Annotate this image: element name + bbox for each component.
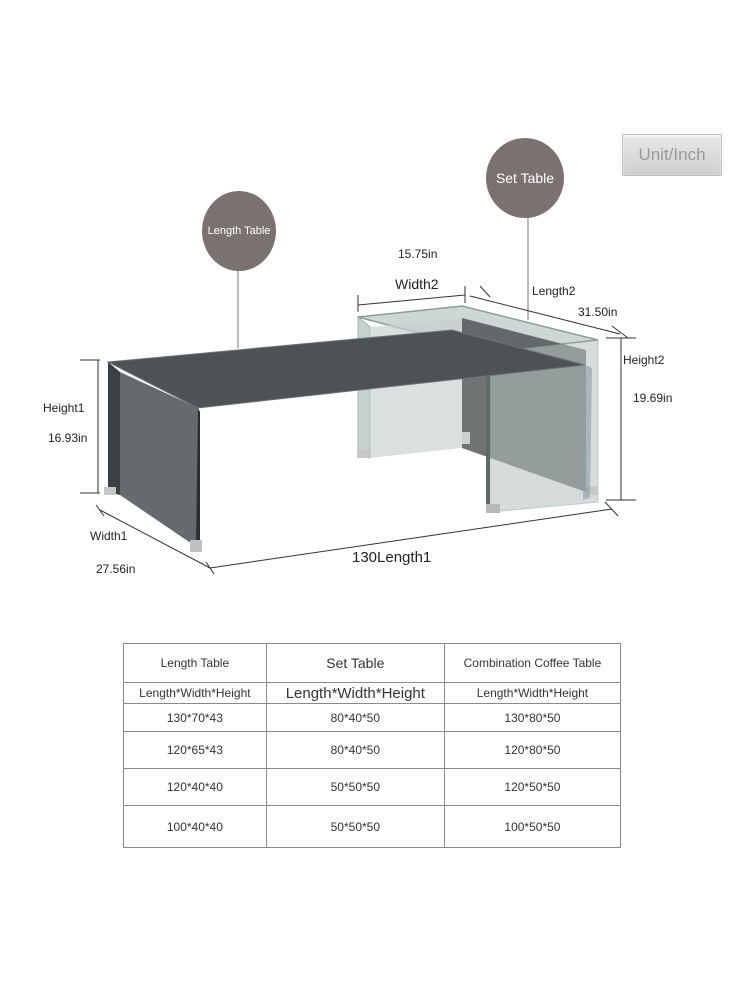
table-cell: 120*65*43: [124, 732, 267, 769]
subheader-set-table: Length*Width*Height: [266, 683, 444, 704]
height1-value: 16.93in: [48, 431, 88, 445]
width2-label: Width2: [395, 276, 439, 292]
table-cell: 100*50*50: [444, 806, 620, 848]
width1-value: 27.56in: [96, 562, 136, 576]
table-cell: 100*40*40: [124, 806, 267, 848]
length1-label: 130Length1: [352, 549, 432, 566]
table-cell: 120*40*40: [124, 769, 267, 806]
unit-badge: Unit/Inch: [622, 134, 722, 176]
table-cell: 120*50*50: [444, 769, 620, 806]
table-row: [124, 806, 621, 848]
size-table: [123, 643, 621, 848]
table-cell: 130*80*50: [444, 704, 620, 732]
header-combination-table: Combination Coffee Table: [444, 644, 620, 683]
length-table-callout: Length Table: [202, 191, 276, 271]
subheader-combination-table: Length*Width*Height: [444, 683, 620, 704]
table-cell: 50*50*50: [266, 769, 444, 806]
header-set-table: Set Table: [266, 644, 444, 683]
height1-label: Height1: [43, 401, 85, 415]
height2-label: Height2: [623, 353, 665, 367]
table-cell: 130*70*43: [124, 704, 267, 732]
table-row: [124, 704, 621, 732]
length2-value: 31.50in: [578, 305, 618, 319]
table-cell: 80*40*50: [266, 704, 444, 732]
table-cell: 120*80*50: [444, 732, 620, 769]
table-cell: 50*50*50: [266, 806, 444, 848]
length2-label: Length2: [532, 284, 576, 298]
width2-value: 15.75in: [398, 247, 438, 261]
table-cell: 80*40*50: [266, 732, 444, 769]
table-row: [124, 732, 621, 769]
subheader-length-table: Length*Width*Height: [124, 683, 267, 704]
width1-label: Width1: [90, 529, 128, 543]
table-row: [124, 769, 621, 806]
header-length-table: Length Table: [124, 644, 267, 683]
height2-value: 19.69in: [633, 391, 673, 405]
set-table-callout: Set Table: [486, 138, 564, 218]
